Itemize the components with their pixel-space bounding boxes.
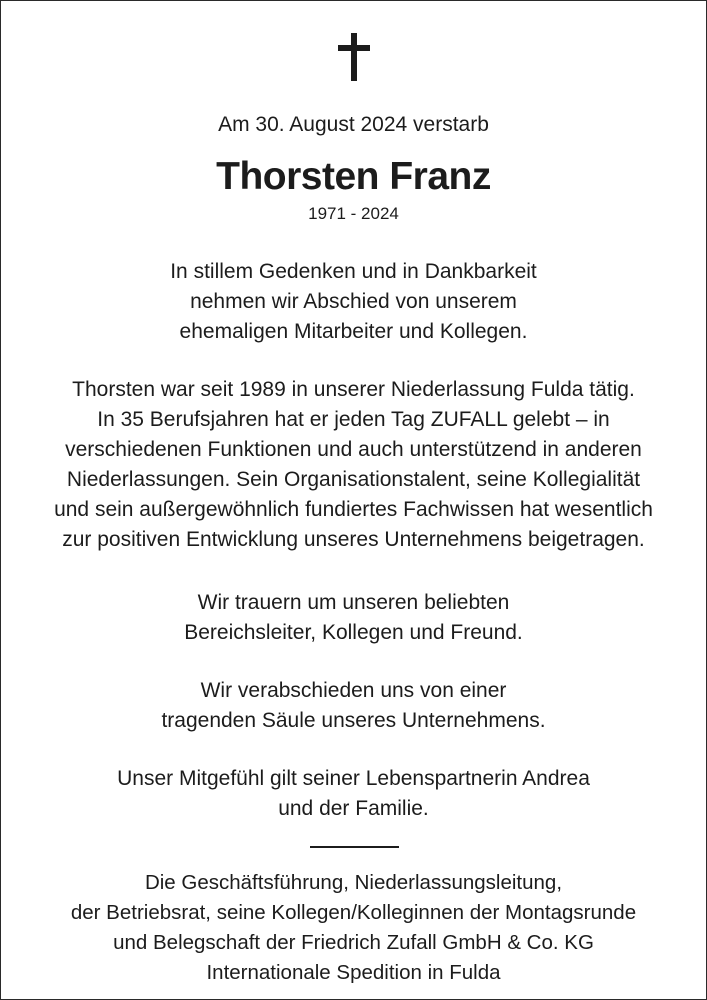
cross-symbol: [337, 33, 371, 81]
text-line: verschiedenen Funktionen und auch unterstützend in anderen: [65, 438, 642, 461]
deceased-name: Thorsten Franz: [216, 155, 491, 198]
text-line: zur positiven Entwicklung unseres Unternehmens beigetragen.: [62, 528, 645, 551]
text-line: Wir verabschieden uns von einer: [200, 679, 507, 702]
latin-cross-icon: [1, 33, 706, 81]
text-line: und sein außergewöhnlich fundiertes Fachwissen hat wesentlich: [54, 498, 653, 521]
text-line: Die Geschäftsführung, Niederlassungsleitung,: [144, 871, 563, 894]
text-line: Niederlassungen. Sein Organisationstalent, seine Kollegialität: [66, 468, 641, 491]
text-line: Unser Mitgefühl gilt seiner Lebenspartnerin Andrea: [117, 767, 590, 790]
death-date-line: Am 30. August 2024 verstarb: [218, 113, 489, 136]
text-line: Internationale Spedition in Fulda: [206, 961, 501, 984]
text-line: nehmen wir Abschied von unserem: [190, 290, 517, 313]
text-line: und der Familie.: [278, 797, 429, 820]
divider-line: [310, 846, 399, 848]
text-line: tragenden Säule unseres Unternehmens.: [161, 709, 546, 732]
text-line: der Betriebsrat, seine Kollegen/Kolleginnen der Montagsrunde: [70, 901, 637, 924]
text-line: Bereichsleiter, Kollegen und Freund.: [184, 621, 523, 644]
paragraph-farewell: [11, 676, 696, 736]
text-line: In 35 Berufsjahren hat er jeden Tag ZUFALL gelebt – in: [97, 408, 610, 431]
paragraph-condolence: [11, 764, 696, 824]
paragraph-mourning: [11, 588, 696, 648]
text-line: In stillem Gedenken und in Dankbarkeit: [170, 260, 537, 283]
text-line: Wir trauern um unseren beliebten: [197, 591, 510, 614]
text-line: Thorsten war seit 1989 in unserer Niederlassung Fulda tätig.: [72, 378, 635, 401]
life-years: 1971 - 2024: [308, 204, 399, 223]
paragraph-remembrance: [11, 257, 696, 347]
signature-block: [11, 868, 696, 988]
text-line: und Belegschaft der Friedrich Zufall GmbH & Co. KG: [113, 931, 594, 954]
text-line: ehemaligen Mitarbeiter und Kollegen.: [179, 320, 528, 343]
paragraph-career: [11, 375, 696, 555]
